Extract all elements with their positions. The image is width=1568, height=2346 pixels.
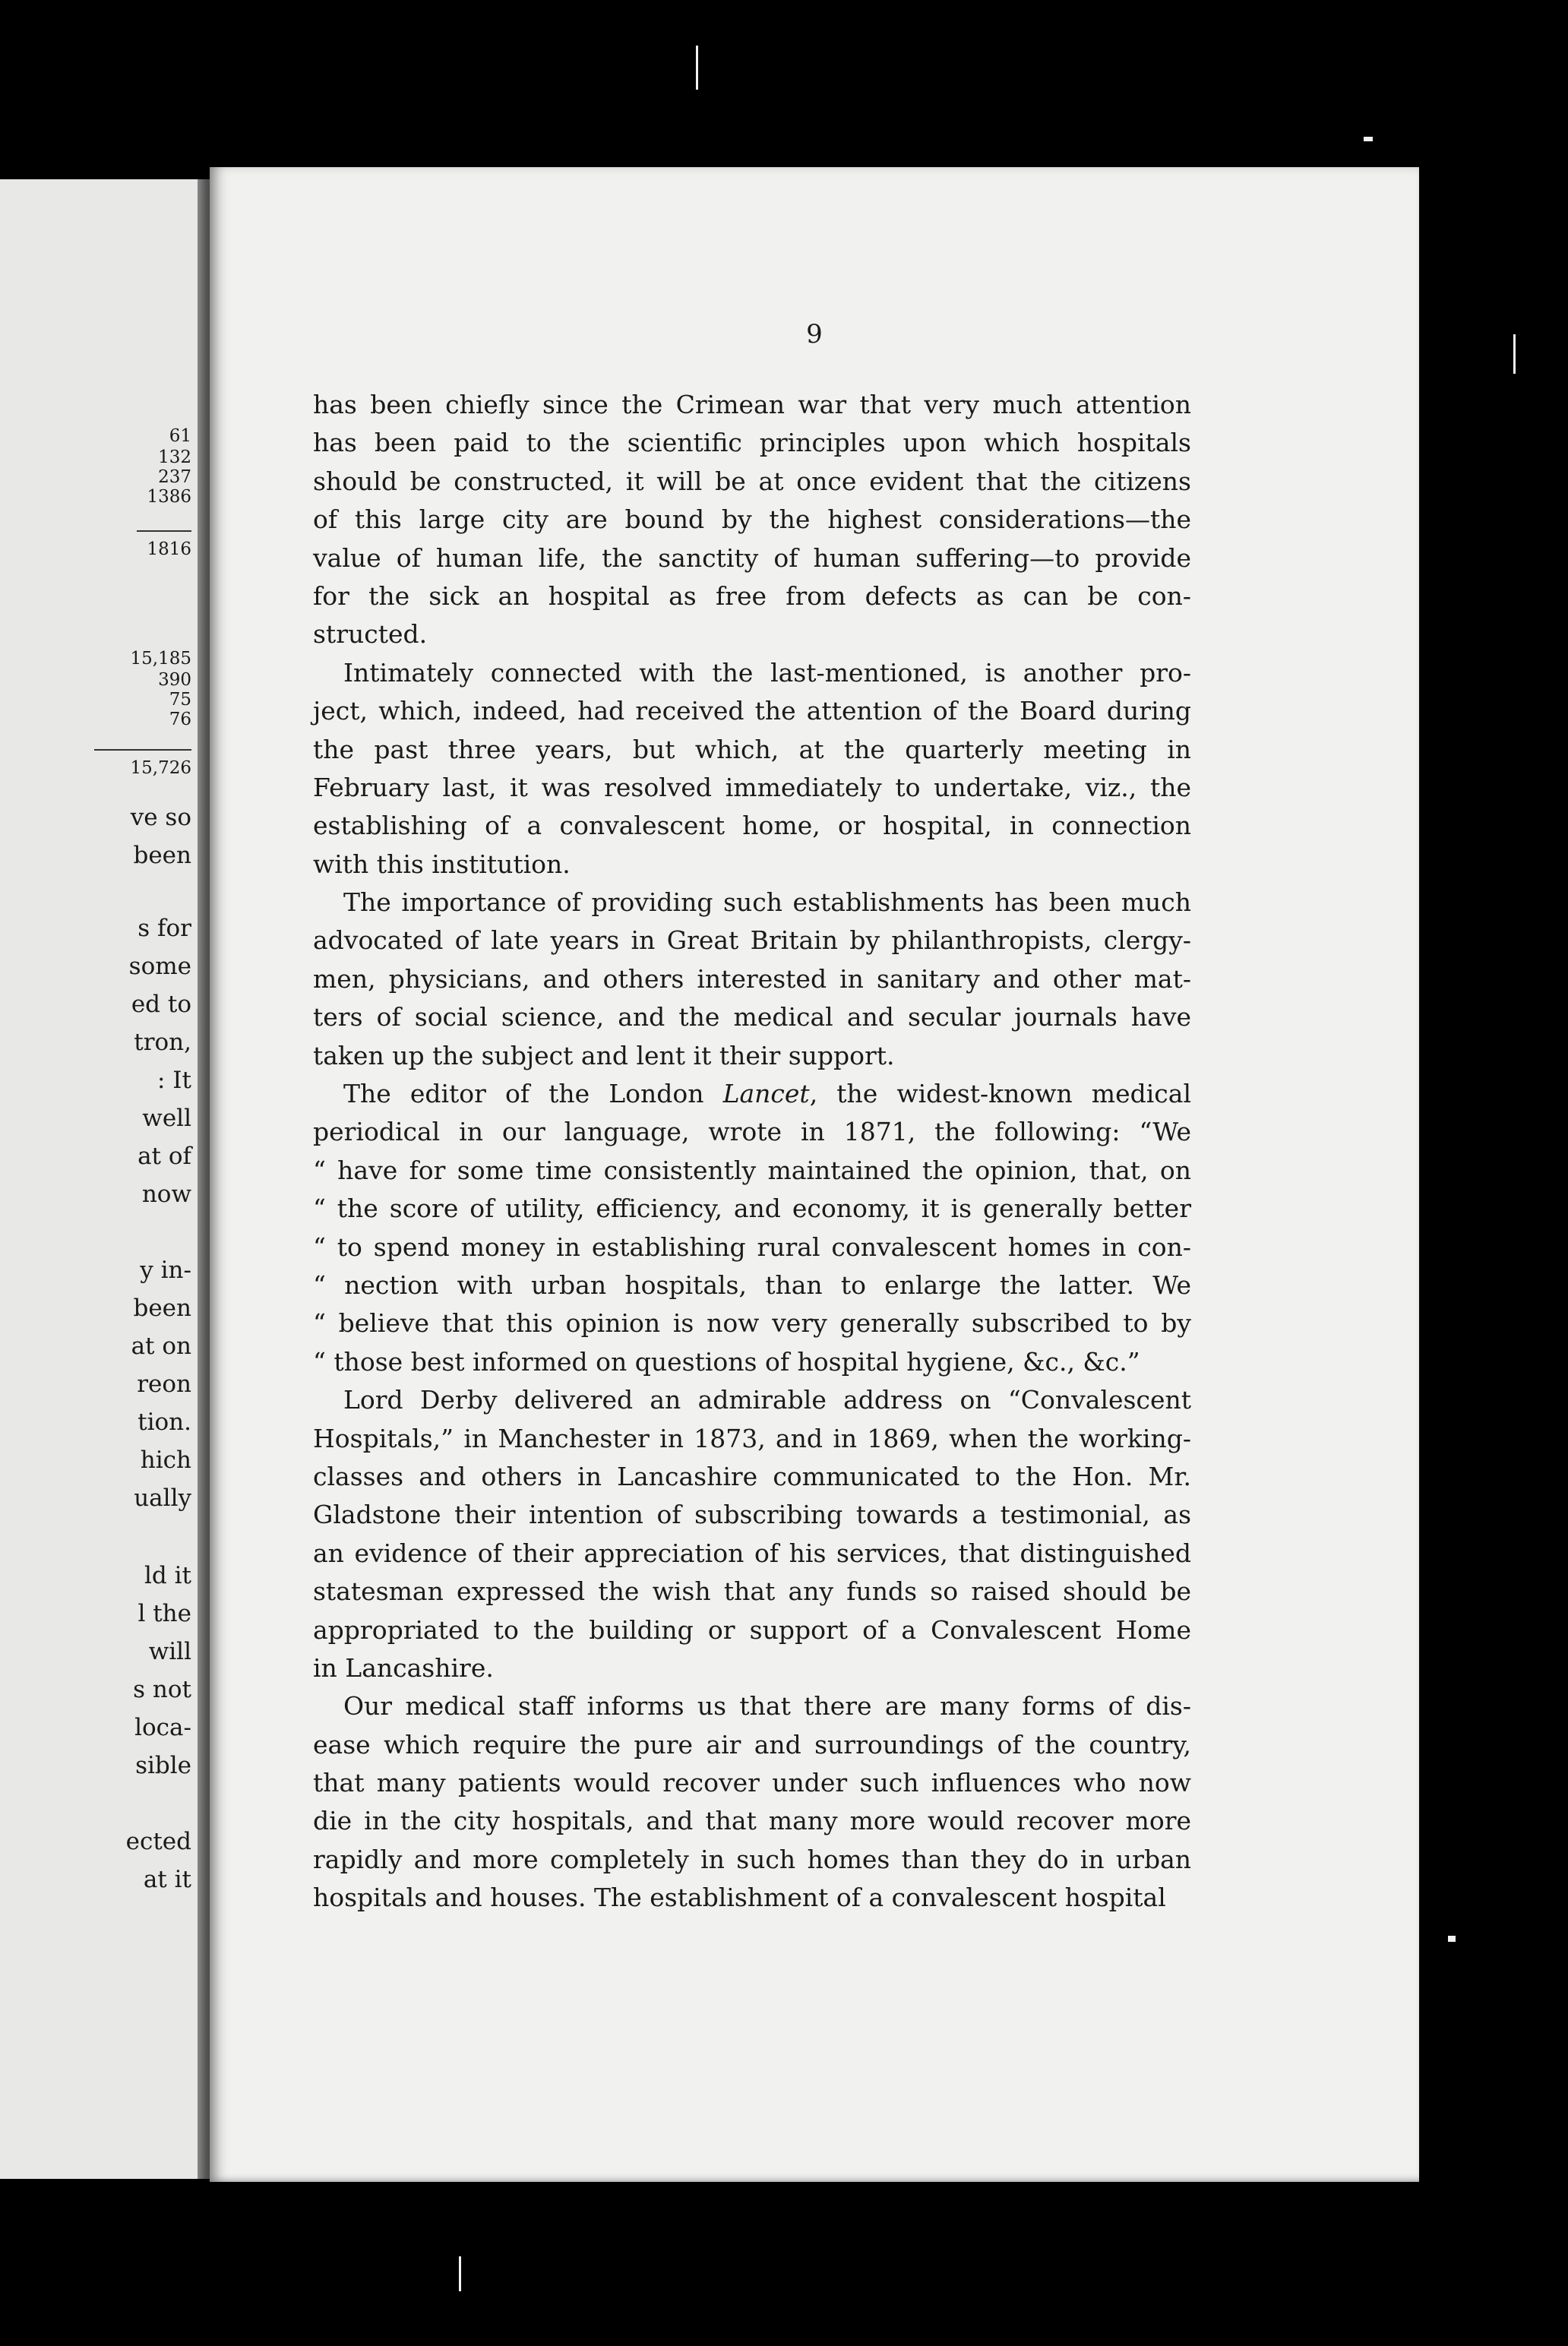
paragraph xyxy=(313,884,1191,1075)
text-line: “ those best informed on questions of hospital hygiene, &c., &c.” xyxy=(313,1346,1140,1377)
text-line: The editor of the London Lancet, the widest-known medical xyxy=(343,1079,1191,1109)
left-text-fragment: at it xyxy=(143,1866,191,1893)
text-line: has been paid to the scientific principles upon which hospitals xyxy=(313,428,1191,458)
text-line: men, physicians, and others interested in sanitary and other mat- xyxy=(313,963,1191,994)
left-total: 15,726 xyxy=(130,758,191,778)
left-text-fragment: y in- xyxy=(140,1257,191,1284)
left-number: 132 xyxy=(158,447,191,467)
text-line: the past three years, but which, at the quarterly meeting in xyxy=(313,734,1191,764)
text-line: establishing of a convalescent home, or hospital, in connection xyxy=(313,811,1191,841)
text-line: in Lancashire. xyxy=(313,1652,494,1683)
text-line: taken up the subject and lent it their support. xyxy=(313,1040,895,1070)
text-line: that many patients would recover under such influences who now xyxy=(313,1768,1191,1798)
text-line: has been chiefly since the Crimean war that very much attention xyxy=(313,390,1191,419)
text-line: hospitals and houses. The establishment of a convalescent hospital xyxy=(313,1883,1166,1913)
text-line: advocated of late years in Great Britain by philanthropists, clergy- xyxy=(313,925,1191,956)
left-number: 76 xyxy=(169,710,191,729)
film-scratch xyxy=(459,2256,461,2291)
film-speck xyxy=(1448,1936,1456,1942)
film-speck xyxy=(1364,137,1373,141)
left-number: 237 xyxy=(158,467,191,487)
sum-rule xyxy=(137,530,191,532)
text-line: “ the score of utility, efficiency, and economy, it is generally better xyxy=(313,1194,1191,1224)
sum-rule xyxy=(94,749,191,751)
paragraph xyxy=(313,386,1191,654)
text-line: Lord Derby delivered an admirable address on “Convalescent xyxy=(343,1385,1191,1415)
left-text-fragment: ed to xyxy=(131,991,191,1018)
left-text-fragment: sible xyxy=(135,1752,191,1779)
paragraph xyxy=(313,1381,1191,1687)
film-scratch xyxy=(1513,334,1516,374)
left-text-fragment: reon xyxy=(137,1371,191,1398)
left-text-fragment: ld it xyxy=(144,1562,191,1589)
left-number: 1386 xyxy=(147,487,191,507)
left-text-fragment: now xyxy=(141,1181,191,1208)
page-number: 9 xyxy=(806,319,823,349)
text-line: should be constructed, it will be at once evident that the citizens xyxy=(313,466,1191,496)
left-text-fragment: been xyxy=(133,1295,191,1322)
left-text-fragment: at on xyxy=(131,1333,191,1360)
left-text-fragment: loca- xyxy=(134,1714,191,1741)
text-line: statesman expressed the wish that any funds so raised should be xyxy=(313,1576,1191,1607)
film-scratch xyxy=(696,46,698,90)
left-text-fragment: at of xyxy=(138,1143,191,1170)
left-text-fragment: ve so xyxy=(130,804,191,831)
italic-title: Lancet xyxy=(722,1079,810,1109)
left-page-fragment xyxy=(0,179,198,2179)
text-line: value of human life, the sanctity of human suffering—to provide xyxy=(313,542,1191,573)
text-line: ters of social science, and the medical and secular journals have xyxy=(313,1002,1191,1032)
text-line: “ have for some time consistently maintained the opinion, that, on xyxy=(313,1155,1191,1185)
left-text-fragment: hich xyxy=(140,1446,191,1474)
text-line: The importance of providing such establishments has been much xyxy=(343,887,1191,918)
text-line: rapidly and more completely in such homes than they do in urban xyxy=(313,1844,1191,1874)
left-text-fragment: been xyxy=(133,842,191,869)
paragraph xyxy=(313,1075,1191,1381)
left-text-fragment: s for xyxy=(138,915,191,942)
text-line: of this large city are bound by the highest considerations—the xyxy=(313,504,1191,535)
left-number: 15,185 xyxy=(130,649,191,669)
text-line: “ nection with urban hospitals, than to enlarge the latter. We xyxy=(313,1269,1191,1300)
text-line: classes and others in Lancashire communicated to the Hon. Mr. xyxy=(313,1461,1191,1491)
left-number: 75 xyxy=(169,690,191,710)
left-total: 1816 xyxy=(147,539,191,559)
left-text-fragment: l the xyxy=(138,1600,191,1627)
left-text-fragment: some xyxy=(128,953,191,980)
text-line: die in the city hospitals, and that many more would recover more xyxy=(313,1806,1191,1836)
text-line: Hospitals,” in Manchester in 1873, and in 1869, when the working- xyxy=(313,1423,1191,1453)
paragraph xyxy=(313,654,1191,884)
text-line: February last, it was resolved immediately to undertake, viz., the xyxy=(313,772,1191,802)
left-number: 61 xyxy=(169,426,191,446)
text-line: ject, which, indeed, had received the attention of the Board during xyxy=(313,696,1191,726)
text-line: Intimately connected with the last-mentioned, is another pro- xyxy=(343,657,1191,688)
text-line: “ to spend money in establishing rural convalescent homes in con- xyxy=(313,1231,1191,1262)
paragraph xyxy=(313,1687,1191,1917)
left-text-fragment: ually xyxy=(134,1484,191,1512)
right-page xyxy=(210,167,1419,2182)
text-line: appropriated to the building or support of a Convalescent Home xyxy=(313,1614,1191,1645)
text-line: for the sick an hospital as free from defects as can be con- xyxy=(313,580,1191,611)
text-line: ease which require the pure air and surroundings of the country, xyxy=(313,1729,1191,1760)
left-text-fragment: tion. xyxy=(138,1409,191,1436)
left-number: 390 xyxy=(158,670,191,690)
text-line: Gladstone their intention of subscribing towards a testimonial, as xyxy=(313,1500,1191,1530)
left-text-fragment: will xyxy=(148,1638,191,1665)
left-text-fragment: s not xyxy=(133,1676,191,1703)
left-text-fragment: ected xyxy=(125,1828,191,1855)
text-line: an evidence of their appreciation of his services, that distinguished xyxy=(313,1538,1191,1568)
text-line: Our medical staff informs us that there are many forms of dis- xyxy=(343,1691,1191,1722)
left-text-fragment: tron, xyxy=(134,1029,191,1056)
text-line: structed. xyxy=(313,619,428,650)
text-line: periodical in our language, wrote in 1871, the following: “We xyxy=(313,1117,1191,1147)
left-text-fragment: : It xyxy=(156,1067,191,1094)
left-text-fragment: well xyxy=(142,1105,191,1132)
body-text xyxy=(313,386,1191,1918)
text-line: “ believe that this opinion is now very generally subscribed to by xyxy=(313,1308,1191,1339)
text-line: with this institution. xyxy=(313,849,571,879)
